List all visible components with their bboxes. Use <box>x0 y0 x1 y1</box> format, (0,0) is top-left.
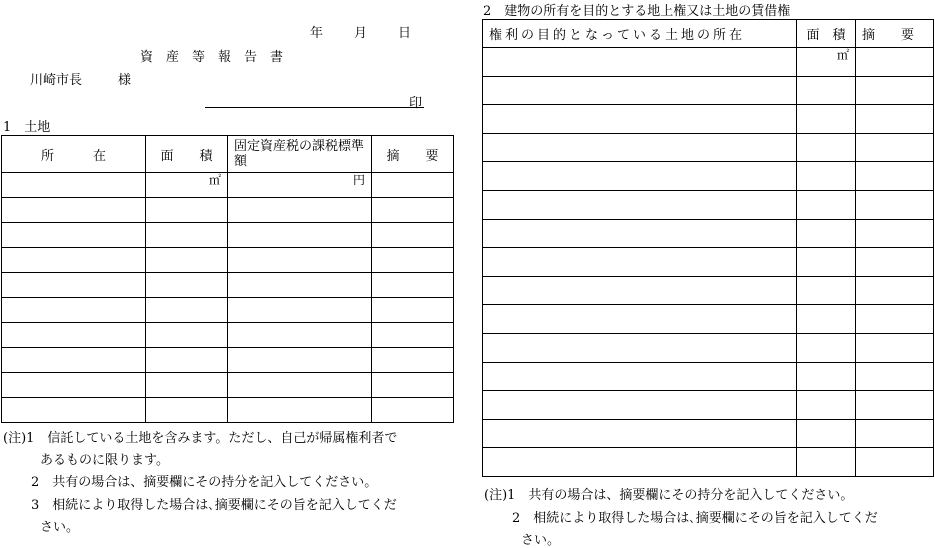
cell-area[interactable] <box>797 219 856 248</box>
table-row <box>483 362 934 391</box>
cell-area[interactable] <box>146 198 228 223</box>
cell-tax-base[interactable] <box>228 273 372 298</box>
cell-land-location[interactable] <box>483 248 797 277</box>
cell-area[interactable] <box>797 133 856 162</box>
cell-remarks[interactable] <box>856 76 934 105</box>
cell-remarks[interactable] <box>856 190 934 219</box>
table-row <box>483 48 934 77</box>
table-row <box>2 273 454 298</box>
cell-land-location[interactable] <box>483 133 797 162</box>
cell-location[interactable] <box>2 373 146 398</box>
cell-area[interactable] <box>146 273 228 298</box>
cell-location[interactable] <box>2 198 146 223</box>
cell-area[interactable] <box>797 391 856 420</box>
cell-location[interactable] <box>2 348 146 373</box>
cell-area[interactable]: ㎡ <box>146 173 228 198</box>
cell-land-location[interactable] <box>483 419 797 448</box>
section1-heading: 1 土地 <box>3 120 51 135</box>
column-tax-base: 固定資産税の課税標準額 <box>228 136 372 173</box>
cell-tax-base[interactable] <box>228 198 372 223</box>
cell-remarks[interactable] <box>856 333 934 362</box>
section2-heading: 2 建物の所有を目的とする地上権又は土地の賃借権 <box>483 4 791 19</box>
cell-tax-base[interactable] <box>228 348 372 373</box>
cell-remarks[interactable] <box>856 276 934 305</box>
cell-remarks[interactable] <box>372 373 454 398</box>
table-row <box>2 223 454 248</box>
cell-location[interactable] <box>2 323 146 348</box>
cell-area[interactable] <box>797 76 856 105</box>
cell-land-location[interactable] <box>483 448 797 477</box>
table-row <box>483 162 934 191</box>
cell-area[interactable] <box>146 298 228 323</box>
cell-remarks[interactable] <box>856 305 934 334</box>
table-row <box>483 248 934 277</box>
cell-area[interactable] <box>146 348 228 373</box>
cell-area[interactable] <box>146 248 228 273</box>
cell-area[interactable] <box>797 448 856 477</box>
table-row <box>483 276 934 305</box>
cell-location[interactable] <box>2 273 146 298</box>
cell-area[interactable] <box>797 419 856 448</box>
column-land-location: 権利の目的となっている土地の所在 <box>483 20 797 48</box>
cell-area[interactable] <box>797 276 856 305</box>
seal-mark: 印 <box>409 96 423 111</box>
addressee: 川崎市長 <box>30 73 83 88</box>
cell-area[interactable] <box>146 398 228 423</box>
cell-remarks[interactable] <box>372 198 454 223</box>
table-row <box>483 305 934 334</box>
month-label: 月 <box>354 26 368 41</box>
cell-remarks[interactable] <box>856 48 934 77</box>
table-row <box>483 76 934 105</box>
leasehold-table <box>482 19 934 477</box>
cell-remarks[interactable] <box>856 391 934 420</box>
table-row <box>2 248 454 273</box>
table-row <box>2 373 454 398</box>
cell-land-location[interactable] <box>483 162 797 191</box>
day-label: 日 <box>398 26 412 41</box>
cell-area[interactable] <box>797 162 856 191</box>
cell-land-location[interactable] <box>483 105 797 134</box>
cell-remarks[interactable] <box>372 398 454 423</box>
table-row <box>483 333 934 362</box>
cell-location[interactable] <box>2 298 146 323</box>
cell-land-location[interactable] <box>483 305 797 334</box>
table-row <box>2 298 454 323</box>
table-row <box>2 398 454 423</box>
cell-land-location[interactable] <box>483 391 797 420</box>
cell-remarks[interactable] <box>856 248 934 277</box>
year-label: 年 <box>310 26 324 41</box>
table-row <box>483 133 934 162</box>
cell-remarks[interactable] <box>372 273 454 298</box>
cell-tax-base[interactable] <box>228 298 372 323</box>
table-row <box>2 323 454 348</box>
table-row <box>2 348 454 373</box>
section2-note-1: (注)1 共有の場合は、摘要欄にその持分を記入してください。 <box>484 488 854 503</box>
cell-tax-base[interactable] <box>228 223 372 248</box>
section1-note-2: 2 共有の場合は、摘要欄にその持分を記入してください。 <box>31 475 378 490</box>
cell-area[interactable] <box>797 362 856 391</box>
cell-tax-base[interactable] <box>228 398 372 423</box>
column-location: 所 在 <box>2 136 146 173</box>
table-row <box>483 419 934 448</box>
document-title: 資 産 等 報 告 書 <box>140 50 284 65</box>
table-row <box>483 391 934 420</box>
cell-land-location[interactable] <box>483 276 797 305</box>
table-row <box>2 173 454 198</box>
cell-area[interactable] <box>797 333 856 362</box>
table-row <box>483 190 934 219</box>
cell-remarks[interactable] <box>372 223 454 248</box>
cell-remarks[interactable] <box>372 348 454 373</box>
cell-area[interactable] <box>146 323 228 348</box>
cell-remarks[interactable] <box>856 448 934 477</box>
section2-note-2: 2 相続により取得した場合は､摘要欄にその旨を記入してくだ <box>512 511 878 526</box>
section1-note-3-cont: さい。 <box>40 520 80 535</box>
cell-area[interactable] <box>797 305 856 334</box>
cell-remarks[interactable] <box>372 173 454 198</box>
cell-area[interactable]: ㎡ <box>797 48 856 77</box>
cell-remarks[interactable] <box>372 323 454 348</box>
cell-location[interactable] <box>2 173 146 198</box>
cell-land-location[interactable] <box>483 362 797 391</box>
cell-area[interactable] <box>797 190 856 219</box>
cell-tax-base[interactable]: 円 <box>228 173 372 198</box>
cell-remarks[interactable] <box>856 162 934 191</box>
cell-land-location[interactable] <box>483 190 797 219</box>
section1-note-3: 3 相続により取得した場合は､摘要欄にその旨を記入してくだ <box>31 498 397 513</box>
cell-land-location[interactable] <box>483 333 797 362</box>
section2-note-2-cont: さい。 <box>521 533 561 548</box>
cell-land-location[interactable] <box>483 48 797 77</box>
cell-remarks[interactable] <box>856 133 934 162</box>
cell-land-location[interactable] <box>483 219 797 248</box>
column-area: 面 積 <box>797 20 856 48</box>
section1-note-1-cont: あるものに限ります。 <box>40 453 169 468</box>
cell-remarks[interactable] <box>856 419 934 448</box>
cell-tax-base[interactable] <box>228 373 372 398</box>
cell-remarks[interactable] <box>856 105 934 134</box>
cell-land-location[interactable] <box>483 76 797 105</box>
cell-location[interactable] <box>2 223 146 248</box>
cell-area[interactable] <box>146 373 228 398</box>
cell-remarks[interactable] <box>856 219 934 248</box>
cell-tax-base[interactable] <box>228 248 372 273</box>
table-row <box>2 198 454 223</box>
cell-remarks[interactable] <box>372 248 454 273</box>
honorific: 様 <box>118 73 132 88</box>
table-row <box>483 219 934 248</box>
section1-note-1: (注)1 信託している土地を含みます。ただし、自己が帰属権利者で <box>3 431 398 446</box>
cell-location[interactable] <box>2 398 146 423</box>
land-table <box>1 135 454 423</box>
column-remarks: 摘 要 <box>372 136 454 173</box>
column-remarks: 摘 要 <box>856 20 934 48</box>
cell-tax-base[interactable] <box>228 323 372 348</box>
cell-area[interactable] <box>797 248 856 277</box>
cell-remarks[interactable] <box>856 362 934 391</box>
cell-remarks[interactable] <box>372 298 454 323</box>
table-row <box>483 105 934 134</box>
column-area: 面 積 <box>146 136 228 173</box>
signature-line[interactable] <box>205 107 424 108</box>
cell-area[interactable] <box>797 105 856 134</box>
cell-area[interactable] <box>146 223 228 248</box>
cell-location[interactable] <box>2 248 146 273</box>
table-row <box>483 448 934 477</box>
